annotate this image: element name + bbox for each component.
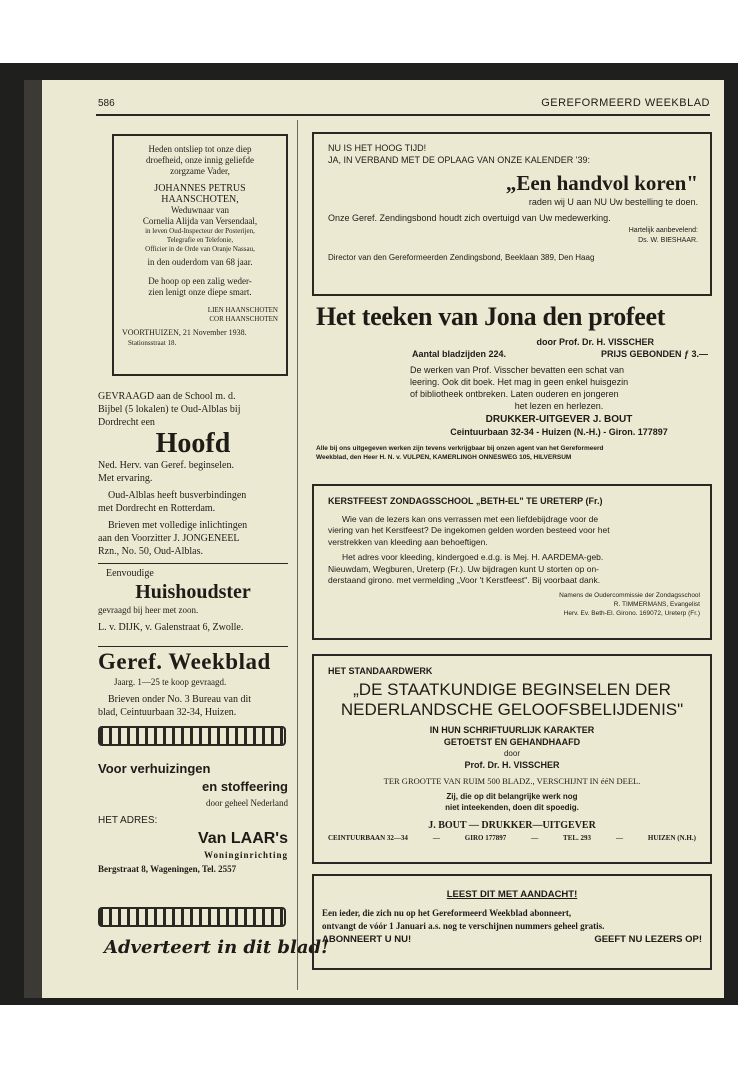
huishoudster-title: Huishoudster xyxy=(135,581,251,603)
huishoudster-ad: Eenvoudige Huishoudster gevraagd bij heer met zoon. L. v. DIJK, v. Galenstraat 6, Zwolle. xyxy=(98,567,288,634)
kerstfeest-ad: KERSTFEEST ZONDAGSSCHOOL „BETH-EL" TE URETERP (Fr.) Wie van de lezers kan ons verrassen met een liefdebijdrage voor de viering van het Kerstfeest? De ingekomen gelden worden besteed voor het verstrekken van kleeding aan behoeftigen. Het adres voor kleeding, kindergoed e.d.g. is Mej. H. AARDEMA-geb. Nieuwdam, Wegburen, Ureterp (Fr.). Uw bijdragen kunt U storten op on- derstaand girono. met vermelding „Voor 't Kerstfeest". Bij voorbaat dank. Namens de Oudercommissie der Zondagsschool R. TIMMERMANS, Evangelist Herv. Ev. Beth-El. Girono. 169072, Ureterp (Fr.) xyxy=(312,484,712,640)
publication-name: GEREFORMEERD WEEKBLAD xyxy=(541,97,710,109)
binding-shadow xyxy=(24,80,42,998)
hoofd-title: Hoofd xyxy=(155,428,231,459)
geref-weekblad-title: Geref. Weekblad xyxy=(98,649,271,674)
header-rule xyxy=(96,114,710,116)
leest-dit-ad: LEEST DIT MET AANDACHT! Een ieder, die zich nu op het Gereformeerd Weekblad abonneert, ontvangt de vóór 1 Januari a.s. nog te verschijnen nummers geheel gratis. ABONNEERT U NU! GEEFT NU LEZERS OP! xyxy=(312,874,712,970)
adverteert-slogan: Adverteert in dit blad! xyxy=(104,937,329,958)
death-notice: Heden ontsliep tot onze diep droefheid, onze innig geliefde zorgzame Vader, JOHANNES PETRUS HAANSCHOTEN, Weduwnaar van Cornelia Alijda van Versendaal, in leven Oud-Inspecteur der Posterijen, Telegrafie en Telefonie, Officier in de Orde van Oranje Nassau, in den ouderdom van 68 jaar. De hoop op een zalig weder- zien lenigt onze diepe smart. LIEN HAANSCHOTEN COR HAANSCHOTEN VOORTHUIZEN, 21 November 1938. Stationsstraat 18. xyxy=(112,134,288,376)
column-divider xyxy=(297,120,298,990)
divider xyxy=(98,563,288,564)
kalender-title: „Een handvol koren" xyxy=(505,171,698,195)
jona-title: Het teeken van Jona den profeet xyxy=(316,302,666,331)
page-number: 586 xyxy=(98,98,115,109)
kalender-ad: NU IS HET HOOG TIJD! JA, IN VERBAND MET DE OPLAAG VAN ONZE KALENDER '39: „Een handvol koren" raden wij U aan NU Uw bestelling te doen. Onze Geref. Zendingsbond houdt zich overtuigd van Uw medewerking. Hartelijk aanbevelend: Ds. W. BIESHAAR. Director van den Gereformeerden Zendingsbond, Beeklaan 389, Den Haag xyxy=(312,132,712,296)
kerstfeest-title: KERSTFEEST ZONDAGSSCHOOL „BETH-EL" TE URETERP (Fr.) xyxy=(328,496,603,506)
geref-weekblad-ad: Geref. Weekblad Jaarg. 1—25 te koop gevraagd. Brieven onder No. 3 Bureau van dit blad, Ceintuurbaan 32-34, Huizen. xyxy=(98,648,288,719)
van-laar-ad: Voor verhuizingen en stoffeering door geheel Nederland HET ADRES: Van LAAR's Woninginrichting Bergstraat 8, Wageningen, Tel. 2557 xyxy=(98,761,288,874)
divider xyxy=(98,646,288,647)
standaard-publisher: J. BOUT — DRUKKER—UITGEVER xyxy=(428,820,596,831)
van-laar-name: Van LAAR's xyxy=(197,830,288,847)
standaard-contact: CEINTUURBAAN 32—34 — GIRO 177897 — TEL. 293 — HUIZEN (N.H.) xyxy=(328,834,696,842)
jona-price: PRIJS GEBONDEN ƒ 3.— xyxy=(600,349,708,359)
standaardwerk-ad: HET STANDAARDWERK „DE STAATKUNDIGE BEGINSELEN DER NEDERLANDSCHE GELOOFSBELIJDENIS" IN HUN SCHRIFTUURLIJK KARAKTER GETOETST EN GEHANDHAAFD door Prof. Dr. H. VISSCHER TER GROOTTE VAN RUIM 500 BLADZ., VERSCHIJNT IN ééN DEEL. Zij, die op dit belangrijke werk nog niet inteekenden, doen dit spoedig. J. BOUT — DRUKKER—UITGEVER CEINTUURBAAN 32—34 — GIRO 177897 — TEL. 293 — HUIZEN (N.H.) xyxy=(312,654,712,864)
ornamental-border xyxy=(98,907,286,927)
newspaper-page xyxy=(24,80,724,998)
leest-title: LEEST DIT MET AANDACHT! xyxy=(446,889,578,900)
jona-ad: door Prof. Dr. H. VISSCHER Aantal bladzijden 224. PRIJS GEBONDEN ƒ 3.— De werken van Prof. Visscher bevatten een schat van leering. Ook dit boek. Het mag in geen enkel huisgezin of bibliotheek ontbreken. Laten ouderen en jongeren het lezen en herlezen. DRUKKER-UITGEVER J. BOUT Ceintuurbaan 32-34 - Huizen (N.-H.) - Giron. 177897 Alle bij ons uitgegeven werken zijn tevens verkrijgbaar bij onzen agent van het Gereformeerd Weekblad, den Heer H. N. v. VULPEN, KAMERLINGH ONNESWEG 105, HILVERSUM xyxy=(316,337,708,461)
hoofd-ad: GEVRAAGD aan de School m. d. Bijbel (5 lokalen) te Oud-Alblas bij Dordrecht een Hoofd Ned. Herv. van Geref. beginselen. Met ervaring. Oud-Alblas heeft busverbindingen met Dordrecht en Rotterdam. Brieven met volledige inlichtingen aan den Voorzitter J. JONGENEEL Rzn., No. 50, Oud-Alblas. xyxy=(98,390,288,558)
deceased-name: JOHANNES PETRUS xyxy=(154,183,246,194)
standaard-title: „DE STAATKUNDIGE BEGINSELEN DER xyxy=(353,680,671,699)
ornamental-border xyxy=(98,726,286,746)
